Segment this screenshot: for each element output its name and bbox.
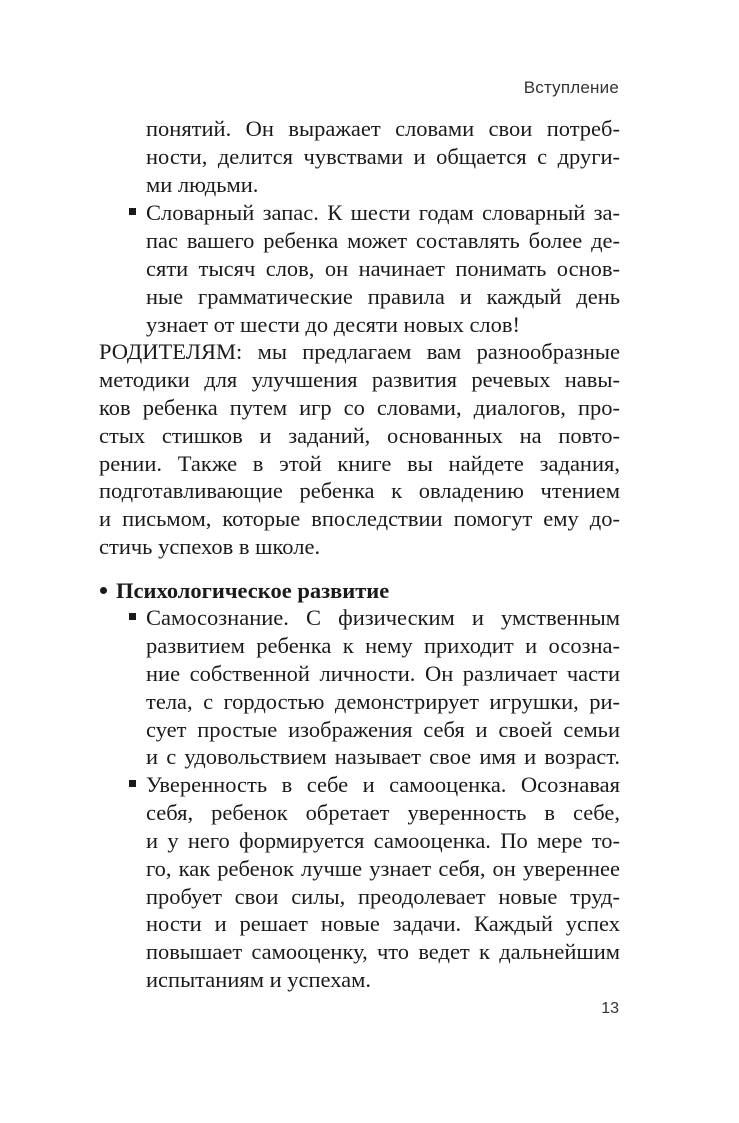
square-bullet-icon [129, 613, 136, 620]
text-line: ков ребенка путем игр со словами, диалогов, про- [99, 395, 620, 420]
text-line: и письмом, которые впоследствии помогут ему до- [99, 506, 620, 531]
text-line: подготавливающие ребенка к овладению чтением [99, 478, 620, 503]
text-line: РОДИТЕЛЯМ: мы предлагаем вам разнообразные [99, 339, 620, 364]
section-heading: Психологическое развитие [116, 578, 390, 603]
text-line: и у него формируется самооценка. По мере то- [146, 828, 620, 853]
text-line: пробует свои силы, преодолевает новые труд- [146, 884, 620, 909]
square-bullet-icon [129, 780, 136, 787]
round-bullet-icon [100, 587, 107, 594]
text-line: ми людьми. [146, 172, 259, 197]
text-line: ности и решает новые задачи. Каждый успех [146, 911, 620, 936]
page-number: 13 [601, 1000, 619, 1017]
text-line: ние собственной личности. Он различает части [146, 661, 620, 686]
text-line: го, как ребенок лучше узнает себя, он увереннее [146, 856, 620, 881]
text-line: развитием ребенка к нему приходит и осозна- [146, 633, 620, 658]
text-line: ности, делится чувствами и общается с други- [146, 144, 620, 169]
text-line: и с удовольствием называет свое имя и возраст. [146, 744, 620, 769]
text-line: стичь успехов в школе. [99, 534, 321, 559]
text-line: пас вашего ребенка может составлять более де- [146, 228, 620, 253]
text-line: понятий. Он выражает словами свои потреб- [146, 116, 620, 141]
running-head: Вступление [523, 78, 619, 97]
text-line: сует простые изображения себя и своей семьи [146, 717, 620, 742]
text-line: Самосознание. С физическим и умственным [146, 605, 620, 630]
text-line: повышает самооценку, что ведет к дальнейшим [146, 939, 620, 964]
text-line: тела, с гордостью демонстрирует игрушки, ри- [146, 689, 620, 714]
text-line: узнает от шести до десяти новых слов! [146, 312, 521, 337]
text-line: Словарный запас. К шести годам словарный за- [146, 200, 620, 225]
text-line: ные грамматические правила и каждый день [146, 284, 620, 309]
text-line: стых стишков и заданий, основанных на повто- [99, 423, 620, 448]
text-line: методики для улучшения развития речевых навы- [99, 367, 620, 392]
text-line: Уверенность в себе и самооценка. Осознавая [146, 772, 620, 797]
text-line: рении. Также в этой книге вы найдете задания, [99, 451, 620, 476]
square-bullet-icon [129, 208, 136, 215]
text-line: себя, ребенок обретает уверенность в себе, [146, 800, 620, 825]
text-line: сяти тысяч слов, он начинает понимать основ- [146, 256, 620, 281]
text-line: испытаниям и успехам. [146, 967, 372, 992]
